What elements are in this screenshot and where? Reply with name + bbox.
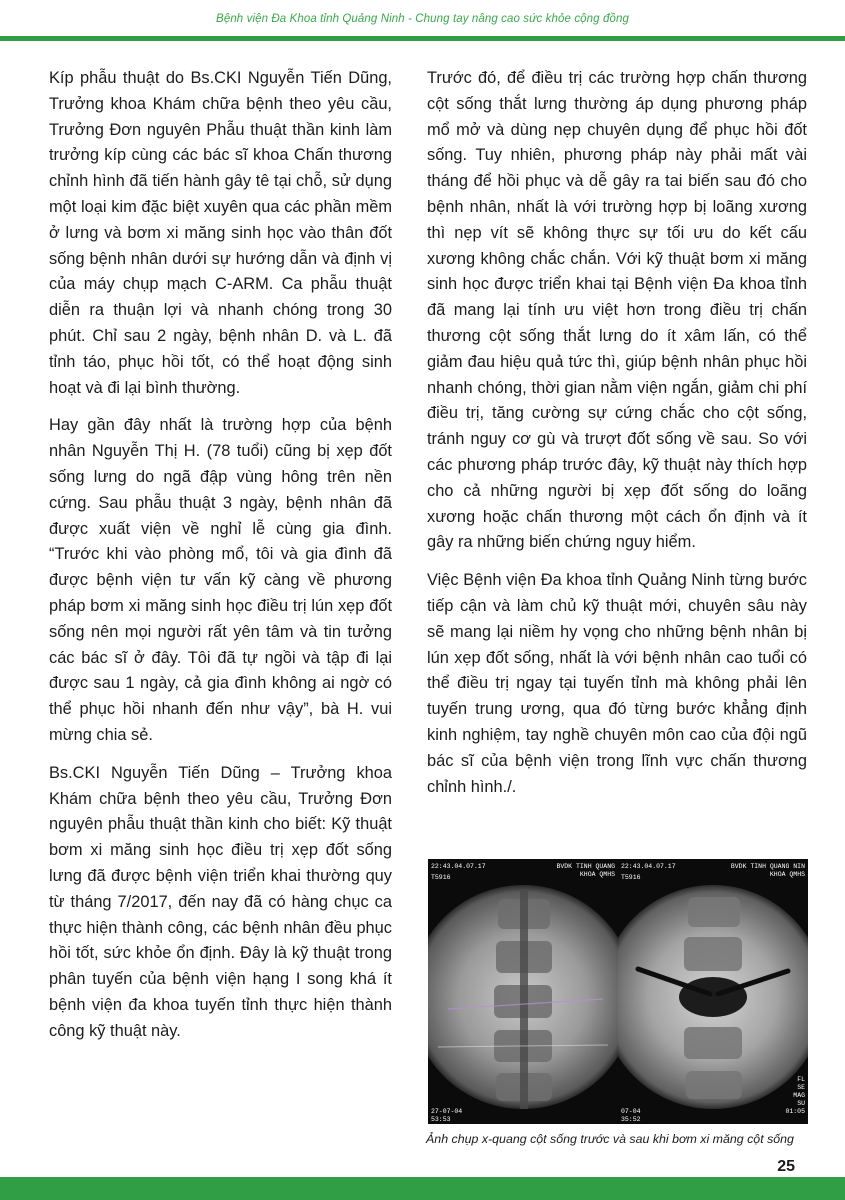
xray-label: 27-07-04 <box>431 1108 463 1115</box>
xray-label: 22:43.04.07.17 <box>621 863 676 870</box>
paragraph: Việc Bệnh viện Đa khoa tỉnh Quảng Ninh từng bước tiếp cận và làm chủ kỹ thuật mới, chuyên sâu này sẽ mang lại niềm hy vọng cho những bệnh nhân bị lún xẹp đốt sống, nhất là với bệnh nhân cao tuổi có thể điều trị ngay tại tuyến tỉnh mà không phải lên tuyến trung ương, qua đó từng bước khẳng định kinh nghiệm, tay nghề chuyên môn cao của đội ngũ bác sĩ của bệnh viện trong lĩnh vực chấn thương chỉnh hình./. <box>427 571 807 796</box>
xray-label: 35:52 <box>621 1116 641 1123</box>
header-text: Bệnh viện Đa Khoa tỉnh Quảng Ninh - Chung tay nâng cao sức khỏe cộng đồng <box>216 13 629 25</box>
xray-figure <box>428 859 808 1124</box>
xray-label: 01:05 <box>785 1108 805 1115</box>
xray-label: 53:53 <box>431 1116 451 1123</box>
xray-label: BVDK TINH QUANG <box>556 863 615 870</box>
page-number: 25 <box>777 1158 795 1175</box>
figure-caption: Ảnh chụp x-quang cột sống trước và sau khi bơm xi măng cột sống <box>426 1132 794 1146</box>
header-bar <box>0 36 845 41</box>
paragraph: Trước đó, để điều trị các trường hợp chấn thương cột sống thắt lưng thường áp dụng phương pháp mổ mở và dùng nẹp chuyên dụng để phục hồi đốt sống. Tuy nhiên, phương pháp này phải mất vài tháng để hồi phục và dễ gây ra tai biến sau đó cho bệnh nhân, nhất là với trường hợp bị loãng xương thì nẹp vít sẽ không thực sự tối ưu do kết cấu xương không chắc chắn. Với kỹ thuật bơm xi măng sinh học được triển khai tại Bệnh viện Đa khoa tỉnh đã mang lại tính ưu việt hơn trong điều trị chấn thương cột sống thắt lưng do ít xâm lấn, có thể giảm đau hiệu quả tức thì, giúp bệnh nhân phục hồi nhanh chóng, thời gian nằm viện ngắn, giảm chi phí điều trị, tăng cường sự cứng chắc cho cột sống, tránh nguy cơ gù và trượt đốt sống về sau. So với các phương pháp trước đây, kỹ thuật này thích hợp cho cả những người bị xẹp đốt sống do loãng xương hoặc chấn thương một cách ổn định và ít gây ra những biến chứng nguy hiểm. <box>427 69 807 552</box>
xray-image-after <box>618 859 808 1124</box>
xray-label: FL <box>797 1076 805 1083</box>
xray-image-before <box>428 859 618 1124</box>
xray-label: T5916 <box>621 874 641 881</box>
left-column <box>49 66 392 1056</box>
paragraph: Bs.CKI Nguyễn Tiến Dũng – Trưởng khoa Khám chữa bệnh theo yêu cầu, Trưởng Đơn nguyên phẫu thuật thần kinh cho biết: Kỹ thuật bơm xi măng sinh học điều trị xẹp đốt sống lưng đã được bệnh viện triển khai thường quy từ tháng 7/2017, đến nay đã có hàng chục ca thực hiện thành công, các bệnh nhân đều phục hồi tốt, sức khỏe ổn định. Đây là kỹ thuật trong phân tuyến của bệnh viện hạng I song khá ít bệnh viện đa khoa tuyến tỉnh thực hiện thành công kỹ thuật này. <box>49 763 392 1040</box>
right-column <box>427 66 807 812</box>
paragraph: Kíp phẫu thuật do Bs.CKI Nguyễn Tiến Dũng, Trưởng khoa Khám chữa bệnh theo yêu cầu, Trưởng Đơn nguyên Phẫu thuật thần kinh làm trưởng kíp cùng các bác sĩ khoa Chấn thương chỉnh hình đã tiến hành gây tê tại chỗ, sử dụng một loại kim đặc biệt xuyên qua các phần mềm ở lưng và bơm xi măng sinh học vào thân đốt sống bệnh nhân dưới sự hướng dẫn và định vị của máy chụp mạch C-ARM. Ca phẫu thuật diễn ra thuận lợi và nhanh chóng trong 30 phút. Chỉ sau 2 ngày, bệnh nhân D. và L. đã tỉnh táo, phục hồi tốt, có thể hoạt động sinh hoạt và đi lại bình thường. <box>49 69 392 397</box>
xray-label: 22:43.04.07.17 <box>431 863 486 870</box>
paragraph: Hay gần đây nhất là trường hợp của bệnh nhân Nguyễn Thị H. (78 tuổi) cũng bị xẹp đốt sống lưng do ngã đập vùng hông trên nền cứng. Sau phẫu thuật 3 ngày, bệnh nhân đã được xuất viện về nghỉ lễ cùng gia đình. “Trước khi vào phòng mổ, tôi và gia đình đã được bệnh viện tư vấn kỹ càng về phương pháp bơm xi măng sinh học điều trị lún xẹp đốt sống nên mọi người rất yên tâm và tin tưởng các bác sĩ ở đây. Tôi đã tự ngồi và tập đi lại được sau 1 ngày, cả gia đình không ai ngờ có thể phục hồi nhanh đến như vậy”, bà H. vui mừng chia sẻ. <box>49 416 392 744</box>
xray-label: T5916 <box>431 874 451 881</box>
xray-label: KHOA QMHS <box>769 871 805 878</box>
footer-bar <box>0 1177 845 1200</box>
xray-label: KHOA QMHS <box>579 871 615 878</box>
page-header <box>0 0 845 40</box>
xray-label: MAG <box>793 1092 805 1099</box>
xray-label: BVDK TINH QUANG NIN <box>730 863 805 870</box>
xray-label: SE <box>797 1084 805 1091</box>
xray-label: SU <box>797 1100 805 1107</box>
xray-label: 07-04 <box>621 1108 641 1115</box>
